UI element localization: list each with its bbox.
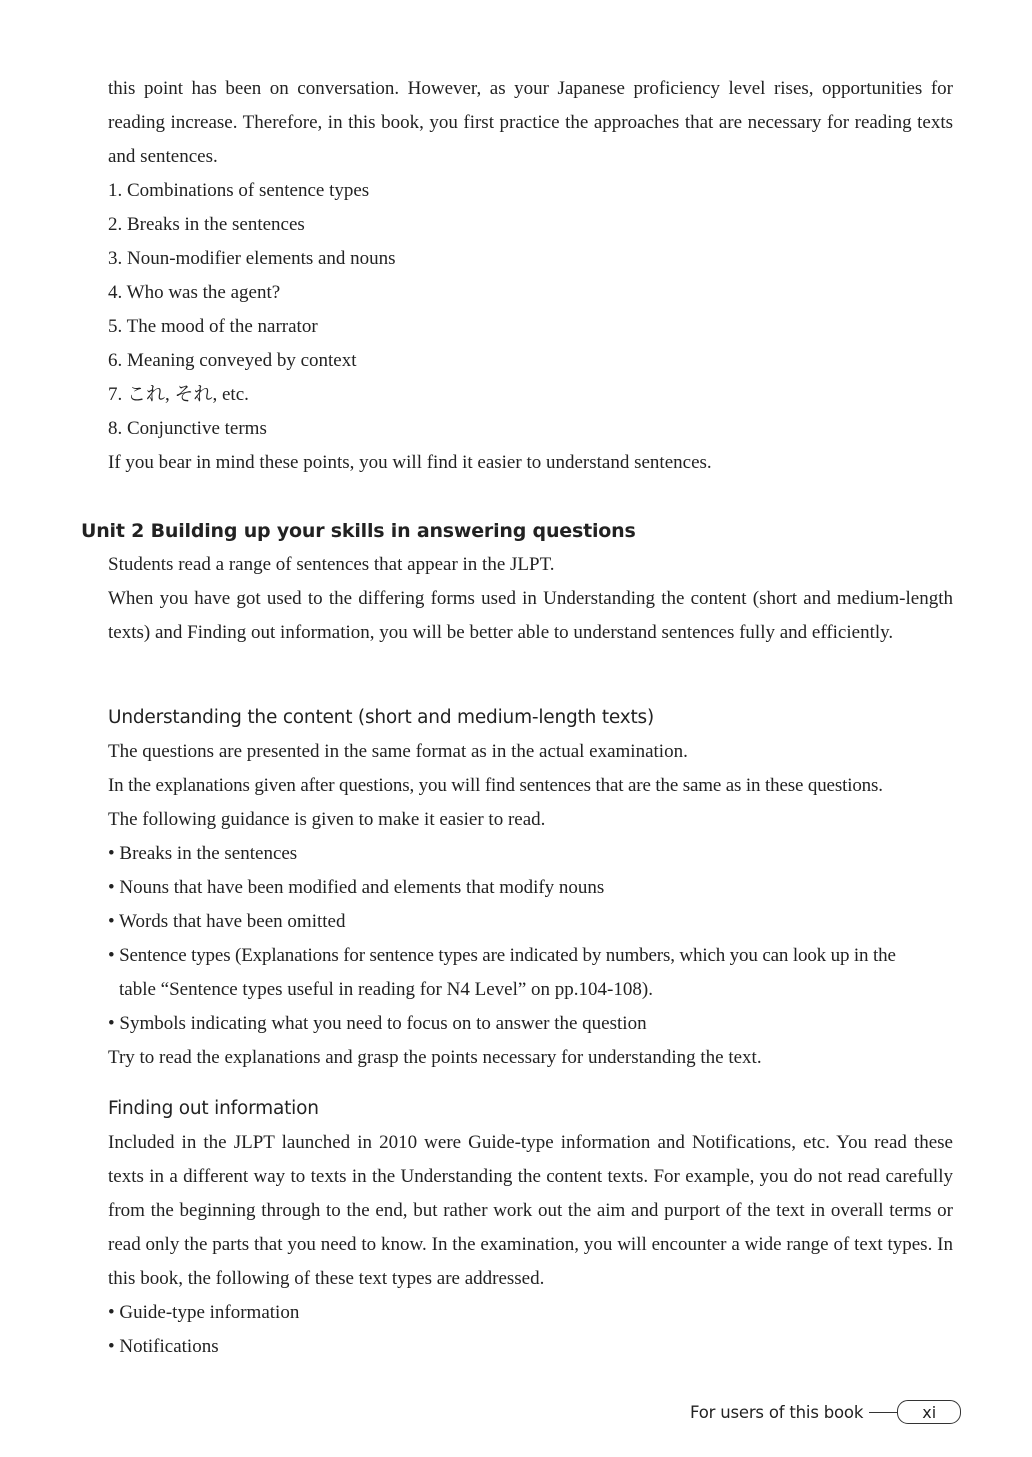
understanding-section [108,701,953,1075]
intro-closing: If you bear in mind these points, you will find it easier to understand sentences. [108,452,712,473]
bullet-item-continuation: table “Sentence types useful in reading for N4 Level” on pp.104-108). [119,979,653,1000]
finding-paragraph: Included in the JLPT launched in 2010 were Guide-type information and Notifications, etc. You read these texts in a different way to texts in the Understanding the content texts. For example, you do not read carefully from the beginning through to the end, but rather work out the aim and purport of the text in overall terms or read only the parts that you need to know. In the examination, you will encounter a wide range of text types. In this book, the following of these text types are addressed. [108,1132,953,1289]
list-item: 3. Noun-modifier elements and nouns [108,248,396,269]
list-item: 7. これ, それ, etc. [108,384,249,405]
understanding-line: In the explanations given after questions, you will find sentences that are the same as in these questions. [108,775,883,796]
finding-section [108,1092,953,1364]
bullet-item: • Symbols indicating what you need to focus on to answer the question [108,1013,647,1034]
list-item: 6. Meaning conveyed by context [108,350,357,371]
understanding-heading: Understanding the content (short and medium-length texts) [108,707,654,728]
bullet-item: • Words that have been omitted [108,911,346,932]
intro-section [108,72,953,480]
bullet-item: • Guide-type information [108,1302,300,1323]
finding-heading: Finding out information [108,1098,319,1119]
bullet-item: • Breaks in the sentences [108,843,298,864]
page-number: xi [897,1400,961,1424]
footer-rule [869,1412,897,1413]
understanding-closing: Try to read the explanations and grasp the points necessary for understanding the text. [108,1047,762,1068]
list-item: 8. Conjunctive terms [108,418,267,439]
footer-label: For users of this book [690,1402,864,1422]
unit2-paragraph: When you have got used to the differing forms used in Understanding the content (short and medium-length texts) and Finding out information, you will be better able to understand sentences fully and efficiently. [108,588,953,643]
bullet-item: • Sentence types (Explanations for sentence types are indicated by numbers, which you can look up in the [108,945,896,966]
unit-heading: Unit 2 Building up your skills in answering questions [81,520,636,542]
bullet-item: • Nouns that have been modified and elements that modify nouns [108,877,605,898]
list-item: 4. Who was the agent? [108,282,281,303]
unit2-intro-line: Students read a range of sentences that appear in the JLPT. [108,554,555,575]
list-item: 1. Combinations of sentence types [108,180,370,201]
list-item: 5. The mood of the narrator [108,316,318,337]
page-footer [690,1398,961,1426]
bullet-item: • Notifications [108,1336,219,1357]
understanding-line: The questions are presented in the same format as in the actual examination. [108,741,688,762]
understanding-line: The following guidance is given to make it easier to read. [108,809,546,830]
list-item: 2. Breaks in the sentences [108,214,305,235]
intro-paragraph: this point has been on conversation. However, as your Japanese proficiency level rises, opportunities for reading increase. Therefore, in this book, you first practice the approaches that are necessary for reading texts and sentences. [108,78,953,167]
unit2-section [108,548,953,650]
